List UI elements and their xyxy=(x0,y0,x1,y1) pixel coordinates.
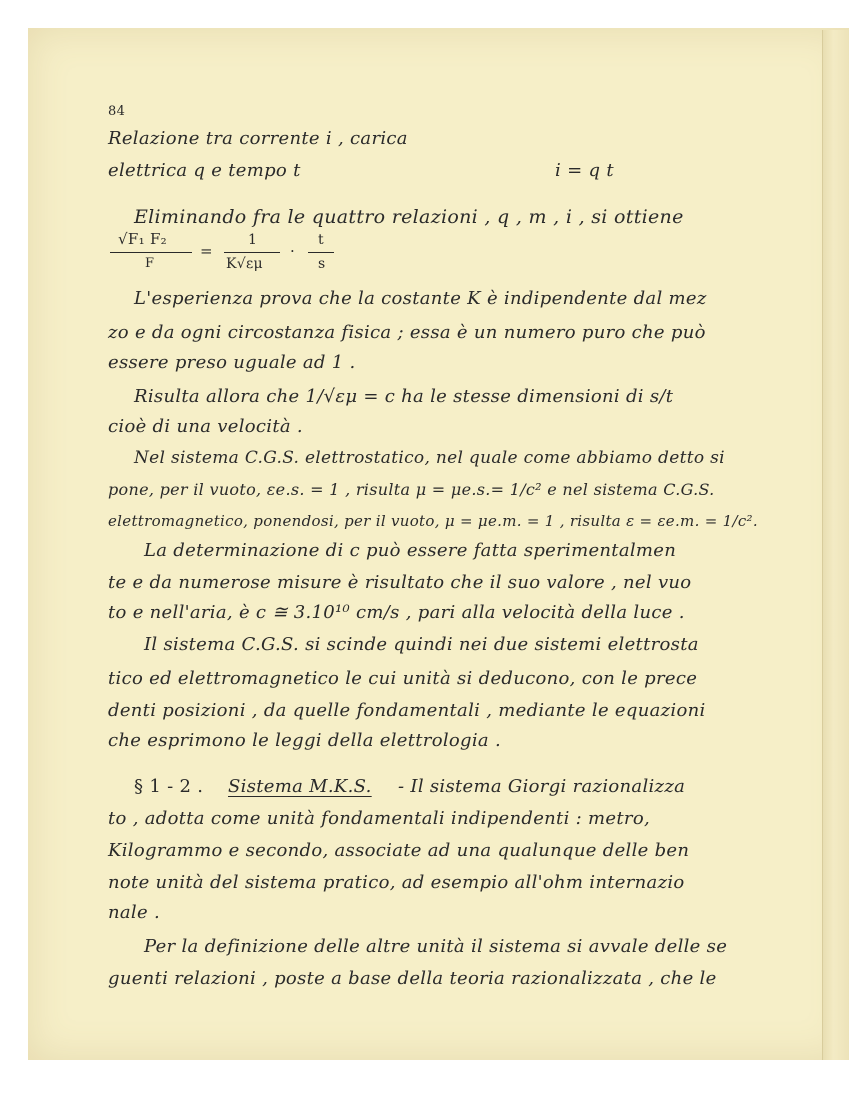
text-line-13: La determinazione di c può essere fatta sperimentalmen xyxy=(144,540,677,561)
formula-i-qt: i = q t xyxy=(555,160,614,181)
text-line-12: elettromagnetico, ponendosi, per il vuoto, μ = μe.m. = 1 , risulta ε = εe.m. = 1/c². xyxy=(108,512,758,530)
formula-den-mid: K√εμ xyxy=(226,256,263,272)
text-line-7: essere preso uguale ad 1 . xyxy=(108,352,356,373)
text-line-25: Per la definizione delle altre unità il sistema si avvale delle se xyxy=(144,936,728,957)
text-line-5: L'esperienza prova che la costante K è indipendente dal mez xyxy=(134,288,707,309)
formula-den-right: s xyxy=(318,256,326,272)
text-line-15: to e nell'aria, è c ≅ 3.10¹⁰ cm/s , pari alla velocità della luce . xyxy=(108,602,685,623)
text-line-14: te e da numerose misure è risultato che il suo valore , nel vuo xyxy=(108,572,692,593)
fraction-line-left xyxy=(110,252,192,253)
text-line-11: pone, per il vuoto, εe.s. = 1 , risulta μ = μe.s.= 1/c² e nel sistema C.G.S. xyxy=(108,480,715,499)
text-line-2: elettrica q e tempo t xyxy=(108,160,301,181)
text-line-17: tico ed elettromagnetico le cui unità si deducono, con le prece xyxy=(108,668,698,689)
fraction-line-mid xyxy=(224,252,280,253)
text-line-16: Il sistema C.G.S. si scinde quindi nei due sistemi elettrosta xyxy=(144,634,699,655)
text-line-9: cioè di una velocità . xyxy=(108,416,303,437)
page-spine-edge xyxy=(822,30,849,1060)
text-line-26: guenti relazioni , poste a base della teoria razionalizzata , che le xyxy=(108,968,717,989)
text-line-21: to , adotta come unità fondamentali indipendenti : metro, xyxy=(108,808,650,829)
text-line-22: Kilogrammo e secondo, associate ad una qualunque delle ben xyxy=(108,840,690,861)
text-line-19: che esprimono le leggi della elettrologia . xyxy=(108,730,502,751)
formula-num-left: √F₁ F₂ xyxy=(118,230,167,248)
formula-equals: = xyxy=(200,242,213,260)
formula-num-mid: 1 xyxy=(248,232,258,248)
page-number: 84 xyxy=(108,104,126,119)
text-line-1: Relazione tra corrente i , carica xyxy=(108,128,408,149)
section-intro: - Il sistema Giorgi razionalizza xyxy=(398,776,686,797)
text-line-10: Nel sistema C.G.S. elettrostatico, nel quale come abbiamo detto si xyxy=(134,448,725,468)
formula-den-left: F xyxy=(145,256,155,271)
formula-dot: · xyxy=(290,242,296,260)
text-line-23: note unità del sistema pratico, ad esempio all'ohm internazio xyxy=(108,872,685,893)
formula-num-right: t xyxy=(318,232,324,248)
section-number: § 1 - 2 . xyxy=(134,776,204,797)
text-line-6: zo e da ogni circostanza fisica ; essa è un numero puro che può xyxy=(108,322,706,343)
text-line-8: Risulta allora che 1/√εμ = c ha le stesse dimensioni di s/t xyxy=(134,386,674,407)
text-line-24: nale . xyxy=(108,902,160,923)
text-line-3: Eliminando fra le quattro relazioni , q , m , i , si ottiene xyxy=(134,206,684,228)
fraction-line-right xyxy=(308,252,334,253)
section-title: Sistema M.K.S. xyxy=(228,776,372,797)
text-line-18: denti posizioni , da quelle fondamentali , mediante le equazioni xyxy=(108,700,706,721)
